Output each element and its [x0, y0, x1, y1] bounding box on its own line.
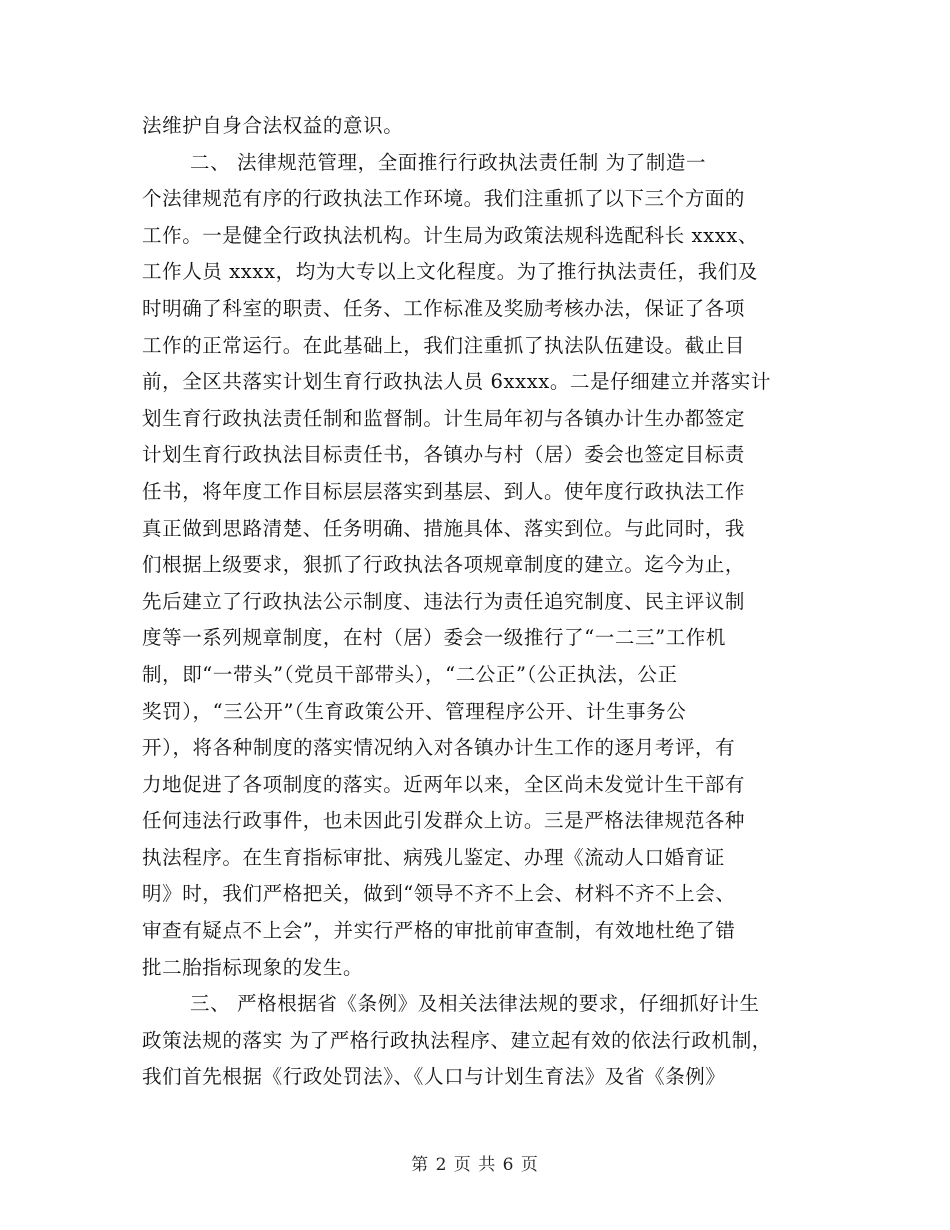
text-line: 计划生育行政执法目标责任书，各镇办与村（居）委会也签定目标责	[142, 443, 746, 467]
text-line: 执法程序。在生育指标审批、病残儿鉴定、办理《流动人口婚育证	[142, 845, 725, 869]
text-line: 任书，将年度工作目标层层落实到基层、到人。使年度行政执法工作	[142, 479, 746, 503]
section-heading-line: 三、 严格根据省《条例》及相关法律法规的要求，仔细抓好计生	[190, 992, 760, 1016]
page-footer	[0, 1150, 950, 1175]
text-line: 度等一系列规章制度，在村（居）委会一级推行了“一二三”工作机	[142, 626, 726, 650]
page-number-label: 第 2 页 共 6 页	[411, 1155, 539, 1175]
text-line: 奖罚），“三公开”（生育政策公开、管理程序公开、计生事务公	[142, 699, 687, 723]
text-line: 我们首先根据《行政处罚法》、《人口与计划生育法》及省《条例》	[142, 1065, 726, 1089]
text-line: 先后建立了行政执法公示制度、违法行为责任追究制度、民主评议制	[142, 589, 746, 613]
text-line: 审查有疑点不上会”，并实行严格的审批前审查制，有效地杜绝了错	[142, 919, 736, 943]
text-line: 制，即“一带头”（党员干部带头），“二公正”（公正执法，公正	[142, 662, 678, 686]
text-line: 时明确了科室的职责、任务、工作标准及奖励考核办法，保证了各项	[142, 296, 746, 320]
text-line: 工作。一是健全行政执法机构。计生局为政策法规科选配科长 xxxx、	[142, 223, 758, 247]
text-line: 划生育行政执法责任制和监督制。计生局年初与各镇办计生办都签定	[142, 406, 746, 430]
text-line: 明》时，我们严格把关，做到“领导不齐不上会、材料不齐不上会、	[142, 882, 736, 906]
text-line: 工作的正常运行。在此基础上，我们注重抓了执法队伍建设。截止目	[142, 333, 746, 357]
section-heading-line: 二、 法律规范管理，全面推行行政执法责任制 为了制造一	[190, 150, 707, 174]
text-line: 们根据上级要求，狠抓了行政执法各项规章制度的建立。迄今为止，	[142, 553, 746, 577]
text-line: 个法律规范有序的行政执法工作环境。我们注重抓了以下三个方面的	[142, 187, 746, 211]
text-line: 开），将各种制度的落实情况纳入对各镇办计生工作的逐月考评，有	[142, 736, 736, 760]
text-line: 力地促进了各项制度的落实。近两年以来，全区尚未发觉计生干部有	[142, 772, 746, 796]
text-line: 工作人员 xxxx，均为大专以上文化程度。为了推行执法责任，我们及	[142, 260, 758, 284]
text-line: 批二胎指标现象的发生。	[142, 955, 364, 979]
text-line: 真正做到思路清楚、任务明确、措施具体、落实到位。与此同时，我	[142, 516, 746, 540]
body-text	[142, 108, 822, 1096]
text-line: 任何违法行政事件，也未因此引发群众上访。三是严格法律规范各种	[142, 809, 746, 833]
text-line: 前，全区共落实计划生育行政执法人员 6xxxx。二是仔细建立并落实计	[142, 370, 771, 394]
text-line: 法维护自身合法权益的意识。	[142, 114, 404, 137]
text-line: 政策法规的落实 为了严格行政执法程序、建立起有效的依法行政机制，	[142, 1028, 772, 1052]
